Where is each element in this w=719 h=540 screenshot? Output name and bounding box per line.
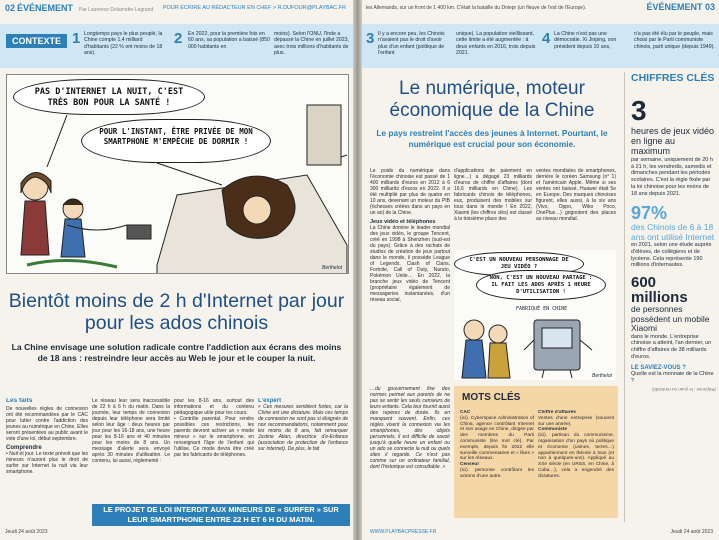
expert-column (258, 398, 348, 502)
editor-mail-link[interactable]: POUR ÉCRIRE AU RÉDACTEUR EN CHEF > R.DUFOUR@PLAYBAC.FR (162, 5, 346, 11)
key-figure-number: 97% (631, 203, 668, 224)
body-text: d'applications de paiement en ligne…) a dégagé 23 milliards d'euros de chiffre d'affaires (dont 16,6 milliards en Chine). Les fabricants chinois de téléphones, eux, produisent des mobiles sur tous dans le monde ! En 2022, Xiaomi (les chiffres clés) est classé à la troisième place des (454, 168, 532, 222)
left-page (0, 0, 353, 540)
key-figures-title: CHIFFRES CLÉS (631, 72, 715, 84)
context-number: 4 (542, 30, 551, 47)
article-column (370, 168, 450, 368)
keyword-definition: (ici). Cyberspace Administration of China, agence contrôlant Internet et son usage en Chine, dirigée par des membres du Parti communiste (lire mot clé). Par exemple, depuis fin 2022 elle surveille commentaires et « likes » sur les réseaux. (460, 415, 534, 462)
cartoon-drawing (454, 250, 616, 380)
left-header (5, 0, 350, 16)
key-figure-number: 600 millions (631, 274, 688, 307)
context-number: 1 (72, 30, 81, 47)
keyword-definition: (ici). partisan du communisme, organisation d'un pays où politique et économie (usines, terres…) appartiennent en théorie à tous (et non à quelques-uns). Appliqué au XXe siècle (en URSS, en Chine, à Cuba…), cela a engendré des dictatures. (538, 433, 614, 479)
right-section (646, 2, 715, 12)
keyword-definition: Ventes d'une entreprise (souvent sur une année). (538, 415, 614, 427)
context-text: n'a pas été élu par le peuple, mais choisi par le Parti communiste chinois, parti unique (depuis 1949). (634, 31, 715, 50)
body-text: pour les 8-16 ans, surtout des informations et du contenu pédagogique utile pour les cours. (174, 398, 254, 416)
context-text: La Chine n'est pas une démocratie. Xi Jinping, son président depuis 10 ans, (554, 31, 617, 50)
body-text: ventes mondiales de smartphones, derrière le coréen Samsung (n° 1) et l'américain Apple. Même si ses ventes ont baissé, Huawei était 5e en Europe. Des marques chinoises figurent, elles aussi, à la six ans (Vivo, Oppo, Wiko Poco, OnePlus…) grignotent des places au niveau mondial. (536, 168, 616, 222)
article-column (6, 398, 88, 510)
cartoon-signature: Berthelot (591, 373, 612, 379)
context-box (0, 24, 353, 68)
cartoon-illustration (6, 74, 349, 274)
speech-bubble: PAS D'INTERNET LA NUIT, C'EST TRÈS BON POUR LA SANTÉ ! (13, 79, 205, 115)
context-number: 2 (174, 30, 183, 47)
keyword: Communiste (538, 427, 568, 433)
key-figure-text: dans le monde. L'entreprise chinoise a atteint, l'an dernier, un chiffre d'affaires de 38 milliards d'euros. (631, 333, 712, 360)
article-column (454, 168, 532, 248)
page-number: 02 (5, 3, 16, 13)
keyword-definition: (ici). personne contrôlant les actions d'une autre. (460, 467, 534, 479)
body-text: • Contrôle parental. Pour rendre possibles ces restrictions, les parents devront activer un « mode mineur » sur le smartphone, en renseignant l'âge de l'enfant qui l'utilise. Ce mode devra être créé par les fabricants de téléphones. (174, 416, 254, 458)
cartoon-illustration (454, 250, 616, 380)
context-box (362, 24, 719, 68)
keyword: Censeur (460, 462, 480, 468)
top-text: les Allemands, sur un front de 1 400 km. C'était la bataille du Dniepr (un fleuve de l'est de l'Europe). (366, 5, 587, 11)
headline: Le numérique, moteur économique de la Chine (389, 78, 595, 121)
article-column (536, 168, 616, 248)
did-you-know-answer: (Réponse : le yuan ou renminbi) (651, 386, 716, 392)
subheading: Jeux vidéo et téléphones (370, 219, 436, 225)
keywords-column (460, 410, 534, 514)
lead-paragraph: Le pays restreint l'accès des jeunes à Internet. Pourtant, le numérique est crucial pour son économie. (376, 128, 608, 149)
key-figure-label: de personnes possèdent un mobile Xiaomi (631, 304, 710, 334)
body-text: La Chine domine le leader mondial des jeux vidéo, le groupe Tencent, créé en 1998 à Shenzhen (sud-est du pays). Grâce à des rachats de studios de création de jeux partout dans le monde, il possède League of Legends, Clash of Clans, Fortnite, Call of Duty, Naruto, Pokémon Unite… En 2022, la branche jeux vidéo de Tencent (propriétaire également de messageries instantanées, d'un réseau social, (370, 225, 450, 303)
body-text: Le poids du numérique dans l'économie chinoise est passé de 1 400 milliards d'euros en 2012 à 6 300 milliards d'euros en 2022. Il a été multiplié par plus de quatre en 10 ans, devenant un moteur du PIB (richesses créées dans un pays en un an) de la Chine. (370, 168, 450, 216)
context-text: Longtemps pays le plus peuplé, la Chine compte 1,4 milliard d'habitants (22 % ont moins de 18 ans). (84, 31, 163, 56)
footer-date: Jeudi 24 août 2023 (670, 529, 713, 535)
speech-bubble: C'EST UN NOUVEAU PERSONNAGE DE JEU VIDÉO ? (454, 252, 584, 276)
context-text: moins). Selon l'ONU, l'Inde a dépassé la Chine en juillet 2023, avec trois millions d'habitants de plus. (274, 31, 349, 56)
byline: Par Laurence Delamotte-Legrand (78, 7, 154, 13)
keywords-title: MOTS CLÉS (462, 392, 521, 403)
key-figure-text: par semaine, uniquement de 20 h à 21 h, les vendredis, samedis et dimanches pendant les périodes scolaires. C'est la règle fixée par la loi chinoise pour les moins de 18 ans depuis 2021. (631, 157, 713, 197)
section-title: ÉVÉNEMENT (16, 3, 73, 13)
right-page (362, 0, 719, 540)
did-you-know-title: LE SAVIEZ-VOUS ? (631, 365, 686, 372)
article-column (174, 398, 254, 502)
context-title: CONTEXTE (6, 34, 67, 48)
keywords-column (538, 410, 614, 514)
cartoon-drawing (7, 75, 349, 274)
body-text: De nouvelles règles de connexion ont été recommandées par le CAC pour lutter contre l'addiction des jeunes au numérique en Chine. Elles seront présentées au public avant le vote d'une loi, début septembre. (6, 406, 88, 442)
page-number: 03 (704, 2, 715, 12)
subheading: Comprendre (6, 445, 42, 451)
cartoon-caption: FABRIQUÉ EN CHINE (516, 306, 568, 312)
key-figure-label: heures de jeux vidéo en ligne au maximum (631, 126, 715, 156)
footer-url[interactable]: WWW.PLAYBACPRESSE.FR (370, 529, 437, 535)
key-figure-text: en 2021, selon une étude auprès d'élèves, de collégiens et de lycéens. Cela représente 190 millions d'internautes. (631, 242, 712, 269)
subheading: Les faits (6, 398, 33, 404)
section-title: ÉVÉNEMENT (646, 2, 703, 12)
lead-paragraph: La Chine envisage une solution radicale contre l'addiction aux écrans des moins de 18 ans : restreindre leur accès au Web le jour et le couper la nuit. (11, 342, 342, 363)
speech-bubble: POUR L'INSTANT, ÊTRE PRIVÉE DE MON SMARTPHONE M'EMPÊCHE DE DORMIR ! (81, 119, 271, 163)
speech-bubble: NON, C'EST UN NOUVEAU PARTAGE : IL FAIT LES ADOS APRÈS 1 HEURE D'UTILISATION ! (476, 270, 606, 300)
subheading: L'expert (258, 398, 282, 404)
context-number: 3 (366, 30, 375, 47)
context-text: En 2022, pour la première fois en 60 ans, sa population a baissé (850 000 habitants en (188, 31, 270, 50)
article-column (92, 398, 170, 502)
highlight-banner: LE PROJET DE LOI INTERDIT AUX MINEURS DE « SURFER » SUR LEUR SMARTPHONE ENTRE 22 H ET 6 H DU MATIN. (92, 504, 350, 526)
body-text: « Ces mesures semblent fortes, car la Chine est une dictature. Mais ces temps de connexion ne sont pas si éloignés de nox recommandations, notamment pour les moins de 8 ans, fait remarquer Justine Atlan, directrice d'e-Enfance (association de protection de l'enfance sur Internet). De plus, le fait (258, 404, 348, 452)
page-gutter (353, 0, 362, 540)
keyword: CAC (460, 410, 471, 415)
keywords-box (454, 386, 618, 518)
body-text: Le réseau leur sera inaccessible de 22 h à 6 h du matin. Dans la journée, leur temps de connexion depuis leur téléphone sera limité selon leur âge : deux heures par jour pour les 16-18 ans, une heure pour les 8-16 ans et 40 minutes pour les moins de 8 ans. Un message d'alerte sera envoyé après 30 minutes d'utilisation. Le contenu, lui aussi, réglementé : (92, 398, 170, 464)
key-figure-number: 3 (631, 95, 647, 126)
keyword: Chiffre d'affaires (538, 410, 576, 415)
cartoon-signature: Berthelot (321, 265, 342, 271)
key-figures-sidebar (624, 72, 716, 522)
footer-date: Jeudi 24 août 2023 (5, 529, 48, 535)
article-column (370, 386, 450, 514)
context-text: Il y a encore peu, les Chinois n'avaient pas le droit d'avoir plus d'un enfant (politique de l'enfant (378, 31, 445, 56)
did-you-know-question: Quelle est la monnaie de la Chine ? (631, 371, 714, 385)
headline: Bientôt moins de 2 h d'Internet par jour pour les ados chinois (8, 290, 345, 335)
body-text: • Nuit et jour. Le texte prévoit que les mineurs n'auront plus le droit de surfer sur Internet la nuit via leur smartphone. (6, 451, 88, 475)
context-text: unique). La population vieillissant, cette limite a été augmentée : à deux enfants en 2016, trois depuis 2021. (456, 31, 536, 56)
body-text: …du gouvernement fixe des normes permet aux parents de ne pas se sentir les seuls censeurs de leurs enfants. Cela leur fournit aussi des repères de durée. Ils en manquent souvent. Enfin, ces règles visent la connexion via les smartphones, des objets personnels, il est difficile de savoir jusqu'à quelle heure un enfant ou un ado se connecte la nuit ou quels sites il regarde. Ce n'est pas comme sur un ordinateur familial, dont l'historique est consultable. » (370, 386, 450, 470)
key-figure-label: des Chinois de 6 à 18 ans ont utilisé Internet (631, 222, 715, 242)
